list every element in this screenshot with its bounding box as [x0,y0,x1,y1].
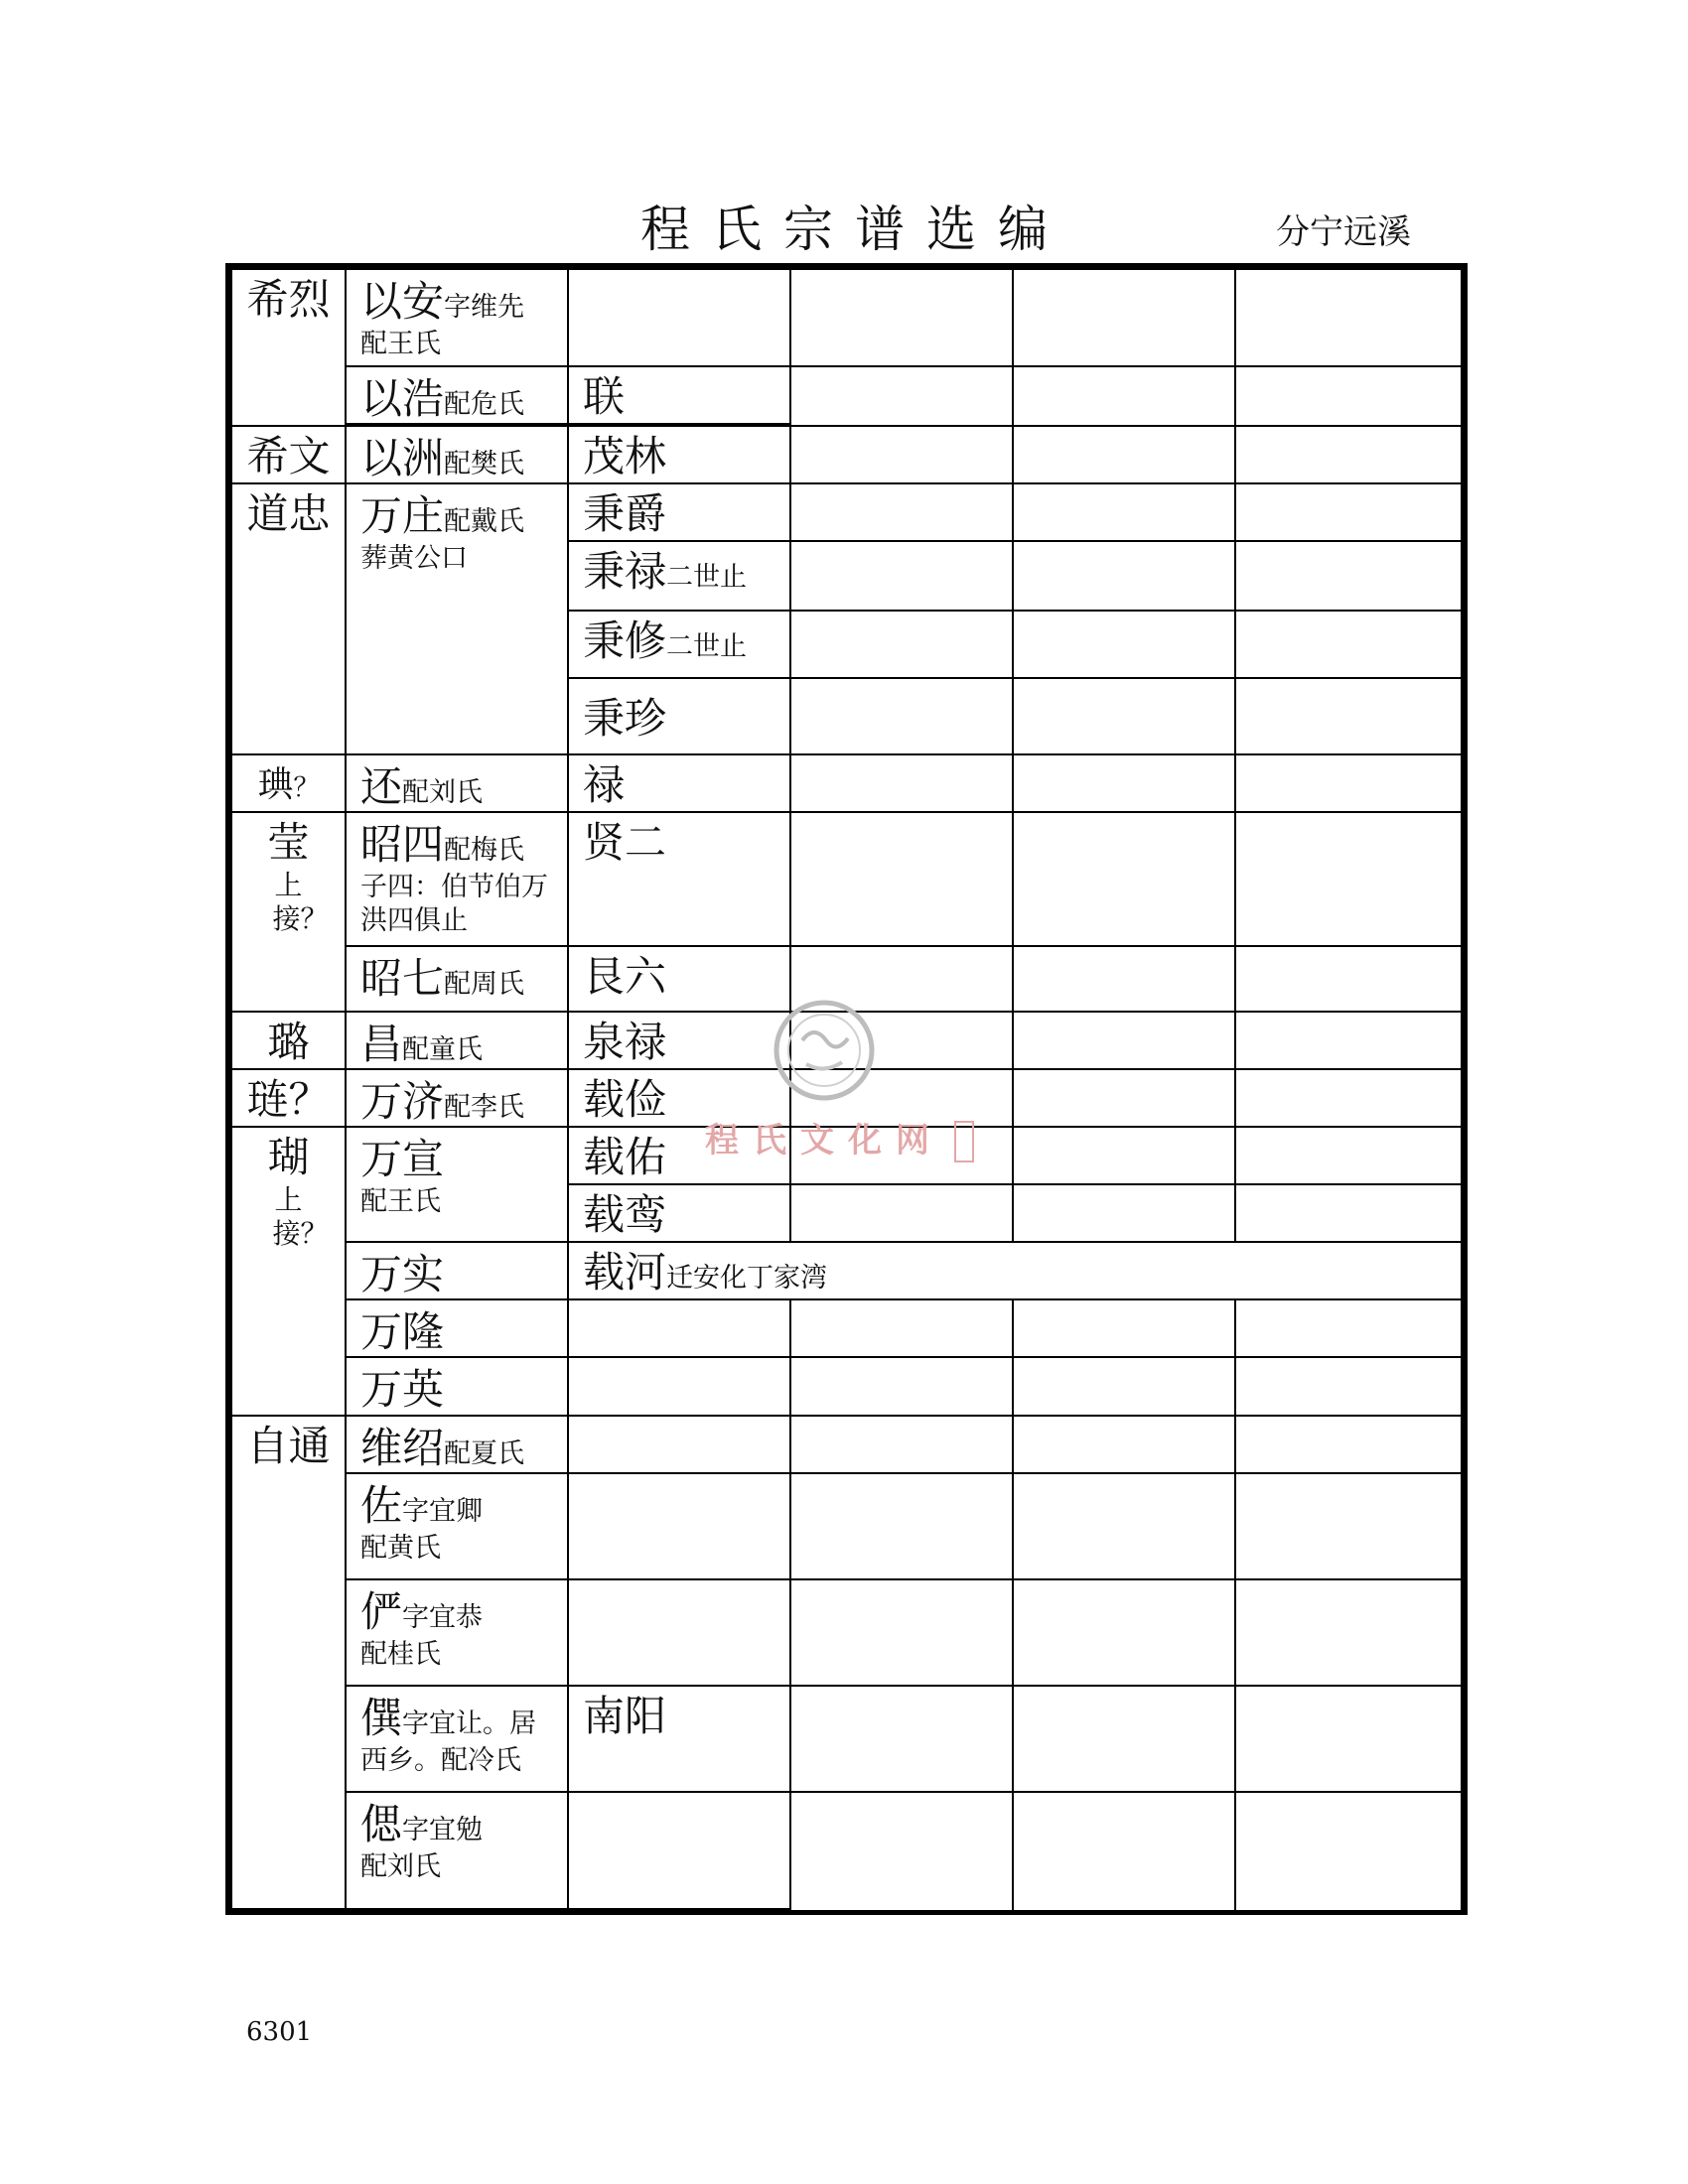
child-cell [567,1356,791,1417]
child-name: 贤二 [583,818,667,867]
empty-cell [789,1356,1014,1417]
person-name: 以浩 [360,374,445,423]
page-title: 程氏宗谱选编 [640,201,1069,258]
person-cell [345,1415,569,1474]
group-note: 上接？ [272,869,329,935]
person-annotation: 配周氏 [444,969,525,1000]
child-name: 秉禄 [583,547,667,596]
person-cell [345,1791,569,1910]
person-annotation: 配梅氏 [444,835,525,866]
person-annotation: 配童氏 [402,1034,484,1065]
child-cell [567,1298,791,1358]
empty-cell [789,268,1014,367]
empty-cell [789,811,1014,947]
empty-cell [789,1472,1014,1580]
person-name: 万济 [360,1077,445,1126]
child-cell [567,482,791,542]
page-number: 6301 [246,2017,313,2047]
empty-cell [1012,1685,1236,1793]
person-cell [345,365,569,425]
person-cell [345,1241,569,1300]
child-name: 载佑 [583,1133,667,1181]
child-name: 载俭 [583,1075,667,1124]
person-name: 俨 [360,1587,403,1636]
person-detail: 配王氏 [360,1186,441,1217]
child-cell [567,365,791,425]
person-detail: 子四：伯节伯万洪四俱止 [360,872,548,936]
person-name: 维绍 [360,1424,445,1472]
group-name: 希文 [246,432,331,480]
person-name: 僎 [360,1694,403,1742]
child-cell [567,1578,791,1687]
person-annotation: 配樊氏 [444,449,525,479]
person-annotation: 字宜卿 [402,1496,484,1527]
child-cell [567,610,791,679]
person-name: 佐 [360,1481,403,1530]
person-name: 昌 [360,1020,403,1068]
empty-cell [1012,1472,1236,1580]
person-cell [345,1011,569,1070]
person-name: 偲 [360,1800,403,1848]
empty-cell [789,540,1014,612]
empty-cell [1234,1183,1463,1243]
group-name: 莹 [267,818,310,867]
empty-cell [1012,610,1236,679]
empty-cell [789,1791,1014,1912]
person-name: 万实 [360,1250,445,1298]
group-name: 道忠 [246,489,331,538]
child-name: 艮六 [583,952,667,1001]
child-cell [567,677,791,755]
empty-cell [1234,945,1463,1013]
empty-cell [1012,1415,1236,1474]
child-annotation: 二世止 [666,562,748,593]
empty-cell [789,753,1014,813]
empty-cell [1234,540,1463,612]
person-cell [345,425,569,484]
child-cell [567,1415,791,1474]
child-name: 秉爵 [583,489,667,538]
empty-cell [789,425,1014,484]
empty-cell [1012,1183,1236,1243]
group-note: 上接？ [272,1183,329,1250]
child-cell [567,540,791,612]
person-annotation: 配危氏 [444,389,525,420]
child-annotation: 迁安化丁家湾 [666,1263,828,1294]
child-cell [567,811,791,947]
person-cell [345,482,569,755]
child-name: 南阳 [583,1692,667,1740]
empty-cell [1234,1472,1463,1580]
person-detail: 配黄氏 [360,1533,441,1564]
empty-cell [1012,677,1236,755]
person-detail: 西乡。配冷氏 [360,1745,521,1776]
empty-cell [789,677,1014,755]
page-subtitle: 分宁远溪 [1276,212,1411,252]
person-detail: 配刘氏 [360,1851,441,1882]
group-note: ？ [293,773,320,803]
empty-cell [1234,753,1463,813]
person-name: 万隆 [360,1307,445,1356]
empty-cell [1234,1011,1463,1070]
person-cell [345,811,569,947]
child-cell [567,1791,791,1910]
person-annotation: 字宜让。居 [402,1708,537,1739]
person-annotation: 字维先 [444,292,525,323]
person-annotation: 配夏氏 [444,1438,525,1469]
group-name: 璐 [267,1018,310,1066]
group-cell [230,1068,347,1128]
empty-cell [1012,1011,1236,1070]
person-name: 以洲 [360,434,445,482]
group-name: 琏？ [246,1075,331,1124]
empty-cell [1012,1126,1236,1185]
empty-cell [1012,1068,1236,1128]
empty-cell [1234,610,1463,679]
empty-cell [789,482,1014,542]
empty-cell [1234,1356,1463,1417]
child-cell [567,1241,1463,1300]
person-name: 以安 [360,277,445,326]
empty-cell [1012,540,1236,612]
empty-cell [1012,365,1236,427]
person-name: 万宣 [360,1135,445,1183]
empty-cell [789,1685,1014,1793]
empty-cell [1012,1578,1236,1687]
child-cell [567,1183,791,1243]
child-name: 秉珍 [583,694,667,743]
empty-cell [789,1183,1014,1243]
person-cell [345,1578,569,1687]
empty-cell [1234,268,1463,367]
group-cell [230,425,347,484]
person-cell [345,945,569,1013]
empty-cell [1234,1298,1463,1358]
group-name: 瑚 [267,1133,310,1181]
person-cell [345,1126,569,1243]
empty-cell [1012,425,1236,484]
child-cell [567,753,791,813]
empty-cell [1012,268,1236,367]
person-cell [345,1068,569,1128]
person-detail: 配桂氏 [360,1639,441,1670]
empty-cell [1234,482,1463,542]
group-cell [230,1415,347,1910]
empty-cell [1012,1356,1236,1417]
person-detail: 葬黄公口 [360,543,468,574]
group-cell [230,811,347,1013]
child-cell [567,1685,791,1793]
group-cell [230,1011,347,1070]
empty-cell [1012,811,1236,947]
group-cell [230,1126,347,1417]
empty-cell [1234,1415,1463,1474]
child-name: 禄 [583,760,626,809]
person-annotation: 配戴氏 [444,506,525,537]
person-annotation: 配李氏 [444,1092,525,1123]
empty-cell [789,610,1014,679]
person-name: 还 [360,762,403,811]
group-name: 希烈 [246,275,331,324]
empty-cell [789,1298,1014,1358]
person-name: 万英 [360,1365,445,1414]
empty-cell [789,365,1014,427]
empty-cell [1012,1298,1236,1358]
empty-cell [1234,1791,1463,1912]
group-cell [230,753,347,813]
person-cell [345,1472,569,1580]
child-name: 泉禄 [583,1018,667,1066]
empty-cell [1234,677,1463,755]
child-annotation: 二世止 [666,631,748,662]
child-name: 茂林 [583,432,667,480]
child-cell [567,268,791,367]
watermark-text: 程氏文化网 [705,1122,943,1160]
empty-cell [1012,1791,1236,1912]
empty-cell [1234,1685,1463,1793]
empty-cell [1234,1126,1463,1185]
empty-cell [789,1578,1014,1687]
person-name: 昭七 [360,954,445,1003]
empty-cell [1234,425,1463,484]
empty-cell [1012,753,1236,813]
person-annotation: 字宜勉 [402,1815,484,1845]
empty-cell [789,1415,1014,1474]
person-annotation: 字宜恭 [402,1602,484,1633]
watermark [695,993,1013,1191]
person-detail: 配王氏 [360,329,441,359]
child-name: 载鸾 [583,1190,667,1239]
person-annotation: 配刘氏 [402,777,484,808]
person-cell [345,1685,569,1793]
group-name: 自通 [246,1422,331,1470]
seal-icon [776,1003,872,1098]
group-name: 琠 [257,764,294,805]
group-cell [230,482,347,755]
child-name: 载河 [583,1248,667,1297]
child-cell [567,1472,791,1580]
empty-cell [1012,482,1236,542]
person-name: 万庄 [360,491,445,540]
empty-cell [1234,811,1463,947]
child-name: 联 [583,372,626,421]
person-cell [345,753,569,813]
person-cell [345,268,569,367]
group-cell [230,268,347,427]
stamp-icon [955,1122,973,1161]
person-cell [345,1356,569,1417]
empty-cell [1234,1578,1463,1687]
child-name: 秉修 [583,616,667,665]
empty-cell [1234,1068,1463,1128]
empty-cell [1012,945,1236,1013]
person-cell [345,1298,569,1358]
person-name: 昭四 [360,820,445,869]
empty-cell [1234,365,1463,427]
child-cell [567,425,791,484]
